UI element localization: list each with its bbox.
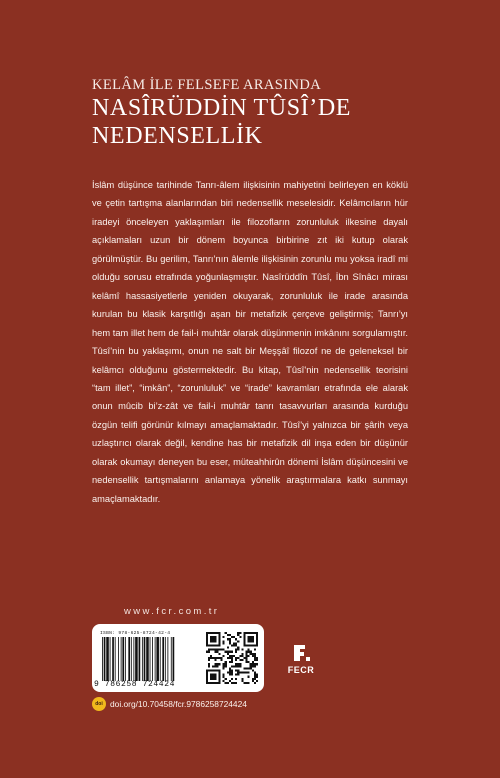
doi-icon: doi [92,697,106,711]
publisher-website: www.fcr.com.tr [124,606,220,617]
barcode-number: 9 786258 724424 [94,680,176,689]
doi-link[interactable]: doi.org/10.70458/fcr.9786258724424 [110,699,247,709]
book-title-line-2: NEDENSELLİK [92,123,263,149]
barcode-icon [101,637,201,681]
barcode-card [92,624,264,692]
book-subtitle: KELÂM İLE FELSEFE ARASINDA [92,77,322,93]
blurb-paragraph: İslâm düşünce tarihinde Tanrı-âlem ilişkisinin mahiyetini belirleyen en köklü ve çetin tartışma alanlarından biri nedensellik meselesidir. Kelâmcıların hür iradeyi önceleyen yaklaşımları ile filozofların zorunluluk ilkesine dayalı açıklamaları uzun bir dönem boyunca birbirine zıt iki kutup olarak görülmüştür. Bu gerilim, Tanrı’nın âlemle ilişkisinin zorunlu mu yoksa iradî mi olduğu sorusu etrafında yoğunlaşmıştır. Nasîrüddîn Tûsî, İbn Sînâcı mirası kelâmî hassasiyetlerle yeniden okuyarak, zorunluluk ile irade arasında kurulan bu klasik karşıtlığı aşan bir metafizik çerçeve geliştirmiş; Tanrı’yı hem tam illet hem de fail-i muhtâr olarak düşünmenin imkânını sorgulamıştır. Tûsî’nin bu yaklaşımı, onun ne salt bir Meşşâî filozof ne de geleneksel bir kelâmcı olduğunu göstermektedir. Bu kitap, Tûsî’nin nedensellik teorisini “tam illet”, “imkân”, “zorunluluk” ve “irade” kavramları etrafında ele alarak onun mûcib bi’z-zât ve fail-i muhtâr tanrı tasavvurları arasında kurduğu özgün telifi görünür kılmayı amaçlamaktadır. Tûsî’yi yalnızca bir şârih veya uzlaştırıcı olarak değil, kendine has bir metafizik dil inşa eden bir düşünür olarak okumayı deneyen bu eser, müteahhirûn dönemi İslâm düşüncesini ve nedensellik tartışmalarını anlamaya yönelik araştırmalara katkı sunmayı amaçlamaktadır. [92,180,408,504]
book-title-line-1: NASÎRÜDDİN TÛSÎ’DE [92,95,352,121]
publisher-logo [284,643,318,675]
doi-row [92,697,247,711]
isbn-label: ISBN: 978-625-8724-42-4 [100,631,171,636]
back-cover-blurb [92,176,408,508]
fecr-logo-icon [290,643,312,663]
publisher-name: FECR [287,665,315,675]
title-block [92,76,422,150]
qr-code-icon [206,632,258,684]
